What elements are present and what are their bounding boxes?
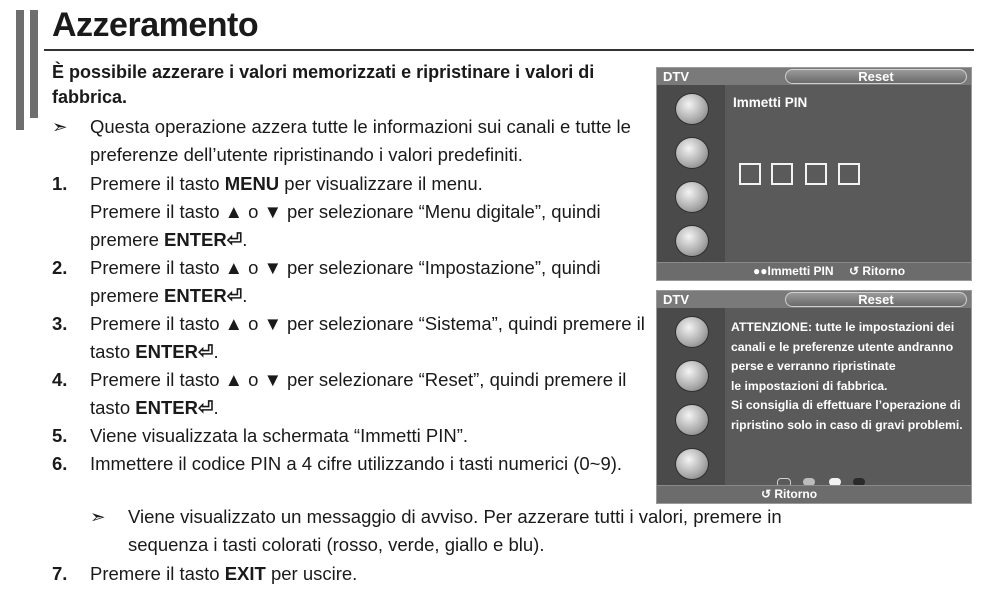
step-text: . [213,397,219,418]
antenna-icon [675,360,709,392]
step-text: . [242,285,248,306]
step-number: 2. [52,257,68,278]
warning-line: ripristino solo in caso di gravi problemi. [731,417,963,432]
step-subline [90,198,652,254]
subnote-arrow-icon: ➣ [90,506,106,527]
step-text: Viene visualizzata la schermata “Immetti PIN”. [90,425,469,446]
side-bar-outer [16,10,24,130]
input-icon [675,448,709,480]
osd-footer [657,485,971,503]
warning-line: Si consiglia di effettuare l’operazione di [731,398,961,412]
pin-digit-box[interactable] [838,163,860,185]
step-text: ENTER [164,285,227,306]
step-text: Premere il tasto ▲ o ▼ per selezionare “Menu digitale”, quindi premere [90,201,601,250]
step-number: 7. [52,563,68,584]
step-text: Premere il tasto ▲ o ▼ per selezionare “Reset”, quindi premere il tasto [90,369,627,418]
antenna-icon [675,137,709,169]
step-text: ⏎ [197,341,214,362]
step-text: ⏎ [197,397,214,418]
return-hint: ↺ Ritorno [761,487,818,501]
step-item [52,366,652,422]
intro-text: È possibile azzerare i valori memorizzati e ripristinare i valori di fabbrica. [52,62,595,107]
step-number: 1. [52,173,68,194]
step-text: ⏎ [226,229,243,250]
step-item [52,170,652,254]
step-text: Premere il tasto ▲ o ▼ per selezionare “Impostazione”, quindi premere [90,257,601,306]
step-text: Immettere il codice PIN a 4 cifre utilizzando i tasti numerici (0~9). [90,453,623,474]
osd-header [657,68,971,85]
satellite-icon [675,316,709,348]
subnote-text: Viene visualizzato un messaggio di avviso. Per azzerare tutti i valori, premere in sequenza i tasti colorati (rosso, verde, giallo e blu). [128,506,782,555]
gear-icon [675,404,709,436]
step7-post: per uscire. [265,563,358,584]
title-rule [44,49,974,51]
side-bar-inner [30,10,38,118]
osd-warning-panel [656,290,972,504]
osd-content [725,85,971,263]
step-text: ENTER [135,341,198,362]
input-icon [675,225,709,257]
step-text: ⏎ [226,285,243,306]
step-item [52,310,652,366]
step-item [52,450,652,478]
step-7 [52,560,357,588]
osd-header [657,291,971,308]
warning-line: ATTENZIONE: tutte le impostazioni dei [731,320,955,334]
step-text: per visualizzare il menu. [279,173,483,194]
step-text: Premere il tasto [90,173,225,194]
pin-digit-box[interactable] [805,163,827,185]
step7-pre: Premere il tasto [90,563,225,584]
step-text: MENU [224,173,280,194]
step-item [52,422,652,450]
warning-message [731,318,969,435]
warning-line: canali e le preferenze utente andranno [731,339,954,354]
step7-key: EXIT [224,563,266,584]
note-text: Questa operazione azzera tutte le informazioni sui canali e tutte le preferenze dell’utente ripristinando i valori predefiniti. [90,116,631,165]
step-text: Premere il tasto ▲ o ▼ per selezionare “Sistema”, quindi premere il tasto [90,313,645,362]
osd-title: Reset [785,69,967,84]
osd-footer [657,262,971,280]
step-number: 3. [52,313,68,334]
step-number: 4. [52,369,68,390]
step-number: 5. [52,425,68,446]
satellite-icon [675,93,709,125]
warning-line: le impostazioni di fabbrica. [731,378,888,393]
warning-note [90,503,790,559]
return-hint: ↺ Ritorno [849,264,906,278]
osd-content [725,308,971,486]
pin-label: Immetti PIN [733,95,808,110]
step-item [52,254,652,310]
osd-title: Reset [785,292,967,307]
osd-sidebar [657,308,725,486]
dtv-label: DTV [663,292,689,307]
pin-digit-box[interactable] [771,163,793,185]
dtv-label: DTV [663,69,689,84]
warning-line: perse e verranno ripristinate [731,359,896,373]
steps-list [52,170,652,478]
note-arrow-icon: ➣ [52,116,68,137]
note [52,113,652,169]
page-title: Azzeramento [52,6,259,44]
step-number: 6. [52,453,68,474]
gear-icon [675,181,709,213]
step-text: . [213,341,219,362]
pin-digit-box[interactable] [739,163,761,185]
osd-pin-panel [656,67,972,281]
enter-pin-hint: ●●Immetti PIN [753,264,834,278]
step-text: ENTER [135,397,198,418]
step-text: . [242,229,248,250]
step-text: ENTER [164,229,227,250]
osd-sidebar [657,85,725,263]
